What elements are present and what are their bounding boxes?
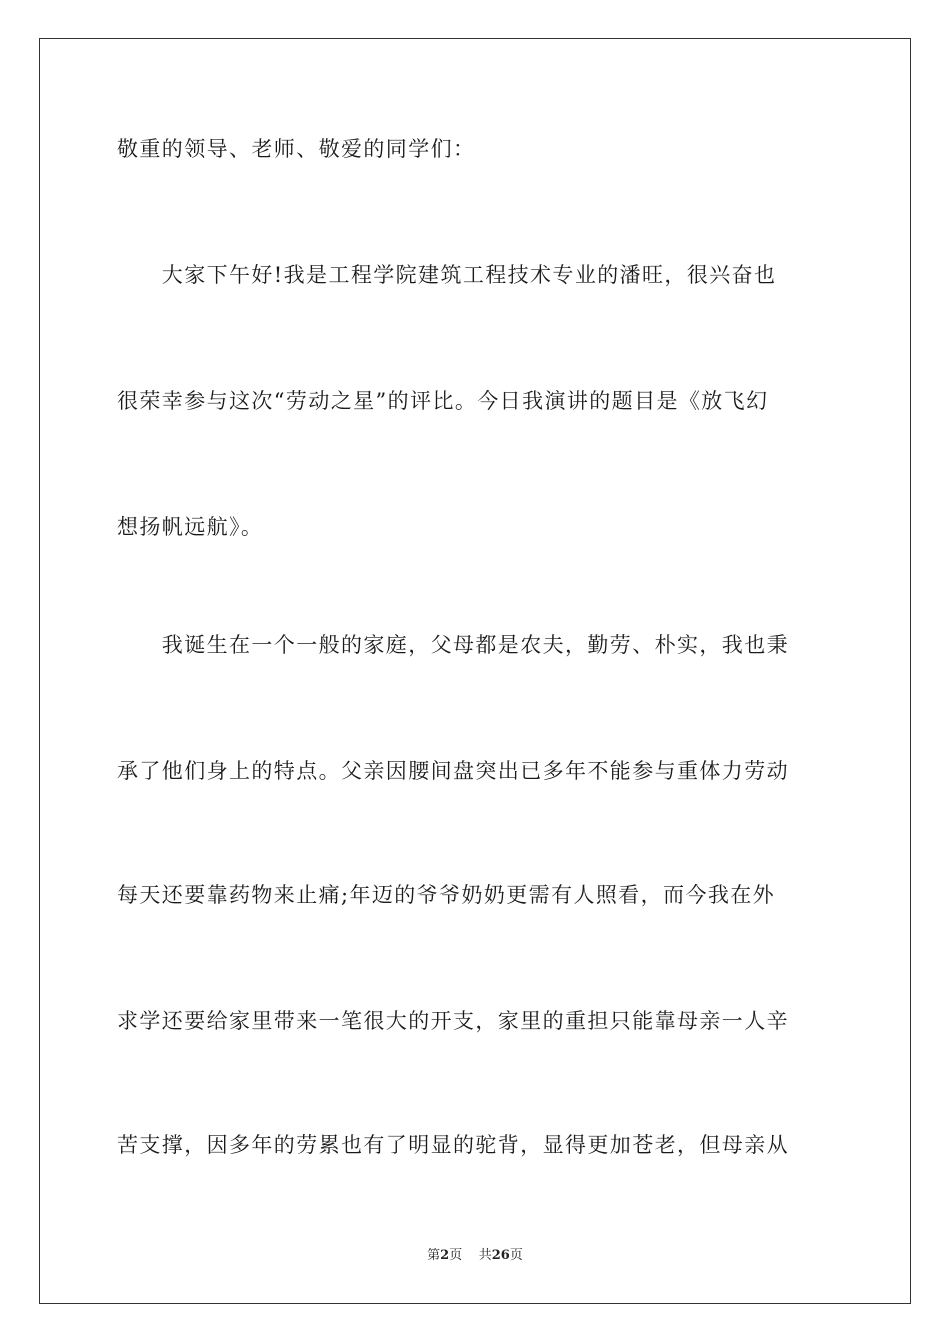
body-line-4: 我诞生在一个一般的家庭，父母都是农夫，勤劳、朴实，我也秉 [117,633,789,657]
body-line-5: 承了他们身上的特点。父亲因腰间盘突出已多年不能参与重体力劳动 [117,759,789,783]
footer-page-total: 26 [491,1248,510,1263]
body-line-2: 很荣幸参与这次“劳动之星”的评比。今日我演讲的题目是《放飞幻 [117,389,769,413]
footer-page-suffix: 页 [449,1248,463,1263]
footer-page-prefix: 第 [427,1248,441,1263]
page-frame [39,38,911,1304]
salutation-line: 敬重的领导、老师、敬爱的同学们： [117,137,476,161]
body-line-6: 每天还要靠药物来止痛;年迈的爷爷奶奶更需有人照看，而今我在外 [117,883,776,907]
footer-page-current: 2 [440,1248,450,1263]
body-line-8: 苦支撑，因多年的劳累也有了明显的驼背，显得更加苍老，但母亲从 [117,1133,789,1157]
footer-total-prefix: 共 [478,1248,492,1263]
page-footer [0,1247,950,1265]
body-line-1: 大家下午好!我是工程学院建筑工程技术专业的潘旺，很兴奋也 [117,263,777,287]
footer-total-suffix: 页 [509,1248,523,1263]
body-line-3: 想扬帆远航》。 [117,515,264,539]
body-line-7: 求学还要给家里带来一笔很大的开支，家里的重担只能靠母亲一人辛 [117,1009,789,1033]
